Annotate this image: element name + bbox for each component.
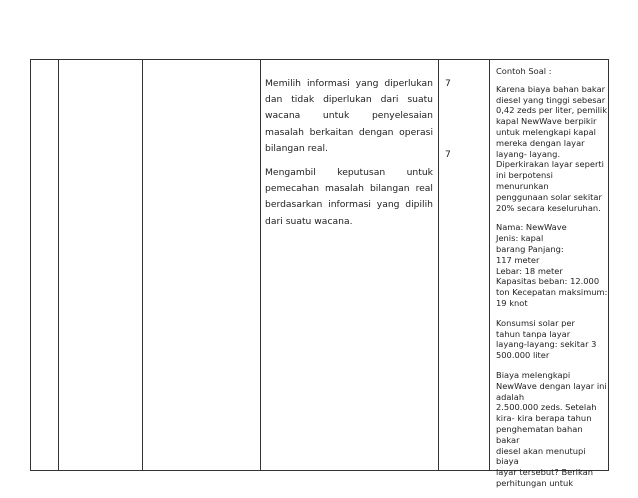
objective-text: Mengambil keputusan untuk pemecahan masalah bilangan real berdasarkan informasi yang dipilih dari suatu wacana. bbox=[265, 167, 433, 227]
example-paragraph: Nama: NewWave Jenis: kapal barang Panjang: 117 meter Lebar: 18 meter Kapasitas beban: 12.000 ton Kecepatan maksimum: 19 knot bbox=[496, 222, 608, 308]
example-paragraph: Karena biaya bahan bakar diesel yang tinggi sebesar 0,42 zeds per liter, pemilik kapal NewWave berpikir untuk melengkapi kapal mereka dengan layar layang- layang. Diperkirakan layar seperti ini berpotensi menurunkan penggunaan solar sekitar 20% secara keseluruhan. bbox=[496, 83, 608, 213]
example-paragraph: Biaya melengkapi NewWave dengan layar ini adalah 2.500.000 zeds. Setelah kira- kira berapa tahun penghematan bahan bakar diesel akan menutupi biaya layar tersebut? Berikan perhitungan untuk bbox=[496, 369, 607, 488]
objective-text: Memilih informasi yang diperlukan dan tidak diperlukan dari suatu wacana untuk penyelesaian masalah berkaitan dengan operasi bilangan real. bbox=[265, 78, 433, 154]
example-paragraph: Konsumsi solar per tahun tanpa layar layang-layang: sekitar 3 500.000 liter bbox=[496, 317, 597, 361]
column-divider bbox=[438, 60, 439, 470]
column-divider bbox=[260, 60, 261, 470]
example-heading: Contoh Soal : bbox=[496, 66, 552, 76]
column-divider bbox=[58, 60, 59, 470]
column-divider bbox=[489, 60, 490, 470]
score-number: 7 bbox=[445, 78, 451, 89]
example-cell bbox=[496, 66, 608, 498]
score-number: 7 bbox=[445, 149, 451, 160]
objectives-cell bbox=[265, 76, 433, 238]
document-table bbox=[30, 59, 609, 488]
column-divider bbox=[142, 60, 143, 470]
